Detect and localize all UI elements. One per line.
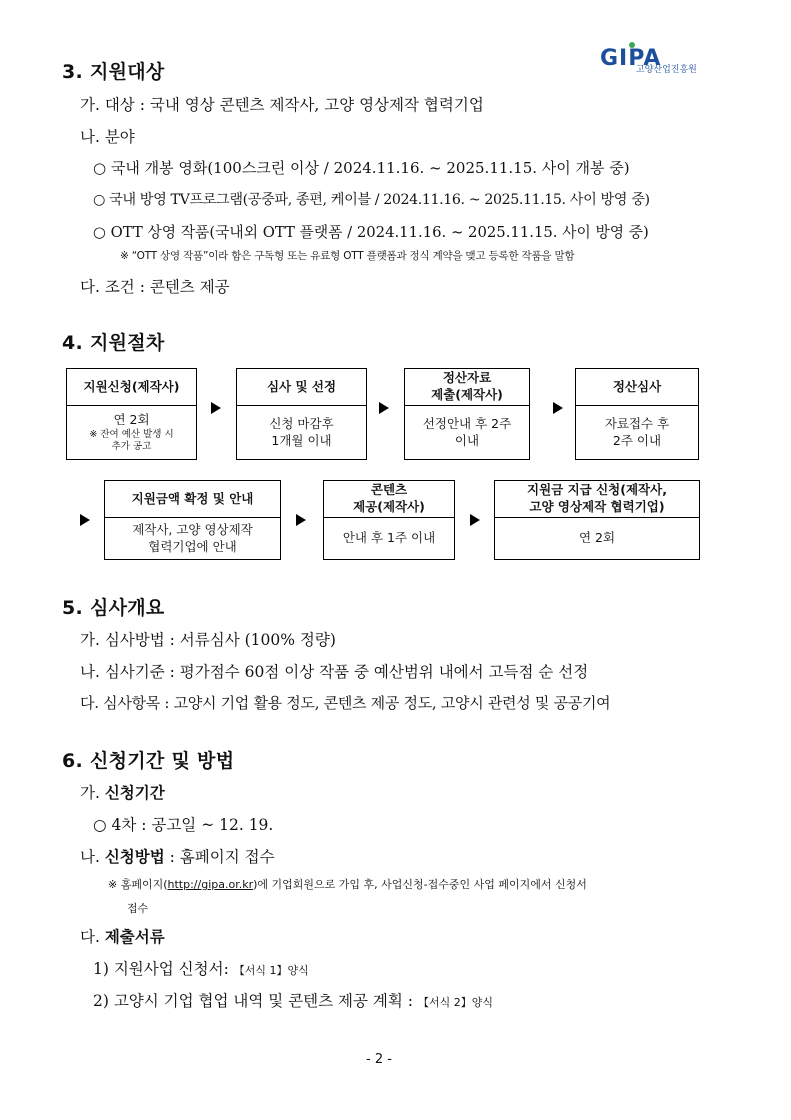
step-review-body: 신청 마감후 1개월 이내 <box>269 415 334 448</box>
step-apply <box>66 368 197 460</box>
step-settlement-review <box>575 368 699 460</box>
s6-period-round: ○ 4차 : 공고일 ~ 12. 19. <box>93 816 274 834</box>
step-confirm-amount-title: 지원금액 확정 및 안내 <box>105 481 280 518</box>
s5-method: 가. 심사방법 : 서류심사 (100% 정량) <box>80 631 336 649</box>
section-5-title: 5. 심사개요 <box>62 597 165 619</box>
s3-condition: 다. 조건 : 콘텐츠 제공 <box>80 278 230 296</box>
step-review <box>236 368 367 460</box>
homepage-link[interactable]: http://gipa.or.kr <box>167 878 254 891</box>
arrow-right-icon <box>296 514 306 526</box>
arrow-right-icon <box>379 402 389 414</box>
step-settlement-review-title: 정산심사 <box>576 369 698 406</box>
s6-method: 나. 신청방법 : 홈페이지 접수 <box>80 848 275 866</box>
s6-documents: 다. 제출서류 <box>80 928 165 946</box>
step-confirm-amount <box>104 480 281 560</box>
s3-field-tv: ○ 국내 방영 TV프로그램(공중파, 종편, 케이블 / 2024.11.16. ~ 2025.11.15. 사이 방영 중) <box>93 192 650 208</box>
step-provide-content <box>323 480 455 560</box>
step-provide-content-title: 콘텐츠 제공(제작사) <box>324 481 454 518</box>
s5-criteria: 나. 심사기준 : 평가점수 60점 이상 작품 중 예산범위 내에서 고득점 순 선정 <box>80 663 589 681</box>
s6-method-note-cont: 접수 <box>127 902 149 915</box>
arrow-right-icon <box>80 514 90 526</box>
arrow-right-icon <box>553 402 563 414</box>
page-number: - 2 - <box>366 1052 392 1067</box>
s5-items: 다. 심사항목 : 고양시 기업 활용 정도, 콘텐츠 제공 정도, 고양시 관련성 및 공공기여 <box>80 694 611 712</box>
step-payment-request-title: 지원금 지급 신청(제작사, 고양 영상제작 협력기업) <box>495 481 699 518</box>
step-apply-title: 지원신청(제작사) <box>67 369 196 406</box>
s3-field-ott: ○ OTT 상영 작품(국내외 OTT 플랫폼 / 2024.11.16. ~ 2025.11.15. 사이 방영 중) <box>93 224 649 241</box>
step-confirm-amount-body: 제작사, 고양 영상제작 협력기업에 안내 <box>132 521 253 554</box>
logo <box>598 40 708 76</box>
s3-target: 가. 대상 : 국내 영상 콘텐츠 제작사, 고양 영상제작 협력기업 <box>80 96 484 114</box>
s6-method-note: ※ 홈페이지(http://gipa.or.kr)에 기업회원으로 가입 후, 사업신청-접수중인 사업 페이지에서 신청서 <box>108 878 587 891</box>
s3-field-movie: ○ 국내 개봉 영화(100스크린 이상 / 2024.11.16. ~ 2025.11.15. 사이 개봉 중) <box>93 159 630 177</box>
arrow-right-icon <box>470 514 480 526</box>
step-settlement-submit-body: 선정안내 후 2주 이내 <box>422 415 512 448</box>
step-provide-content-body: 안내 후 1주 이내 <box>342 530 436 546</box>
step-settlement-submit-title: 정산자료 제출(제작사) <box>405 369 529 406</box>
s6-doc-2: 2) 고양시 기업 협업 내역 및 콘텐츠 제공 계획 : 【서식 2】양식 <box>93 992 493 1010</box>
step-review-title: 심사 및 선정 <box>237 369 366 406</box>
s3-ott-note: ※ “OTT 상영 작품”이라 함은 구독형 또는 유료형 OTT 플랫폼과 정식 계약을 맺고 등록한 작품을 말함 <box>120 250 575 262</box>
step-settlement-review-body: 자료접수 후 2주 이내 <box>604 415 670 448</box>
logo-subtitle: 고양산업진흥원 <box>636 65 697 75</box>
section-4-title: 4. 지원절차 <box>62 332 165 354</box>
arrow-right-icon <box>211 402 221 414</box>
step-apply-body: 연 2회 ※ 잔여 예산 발생 시 추가 공고 <box>89 411 174 452</box>
s3-field: 나. 분야 <box>80 128 135 146</box>
step-payment-request <box>494 480 700 560</box>
step-settlement-submit <box>404 368 530 460</box>
s6-doc-1: 1) 지원사업 신청서: 【서식 1】양식 <box>93 960 309 978</box>
section-6-title: 6. 신청기간 및 방법 <box>62 750 235 772</box>
svg-text:GIPA: GIPA <box>600 46 662 71</box>
s6-period: 가. 신청기간 <box>80 784 165 802</box>
step-payment-request-body: 연 2회 <box>578 530 616 546</box>
section-3-title: 3. 지원대상 <box>62 61 165 83</box>
